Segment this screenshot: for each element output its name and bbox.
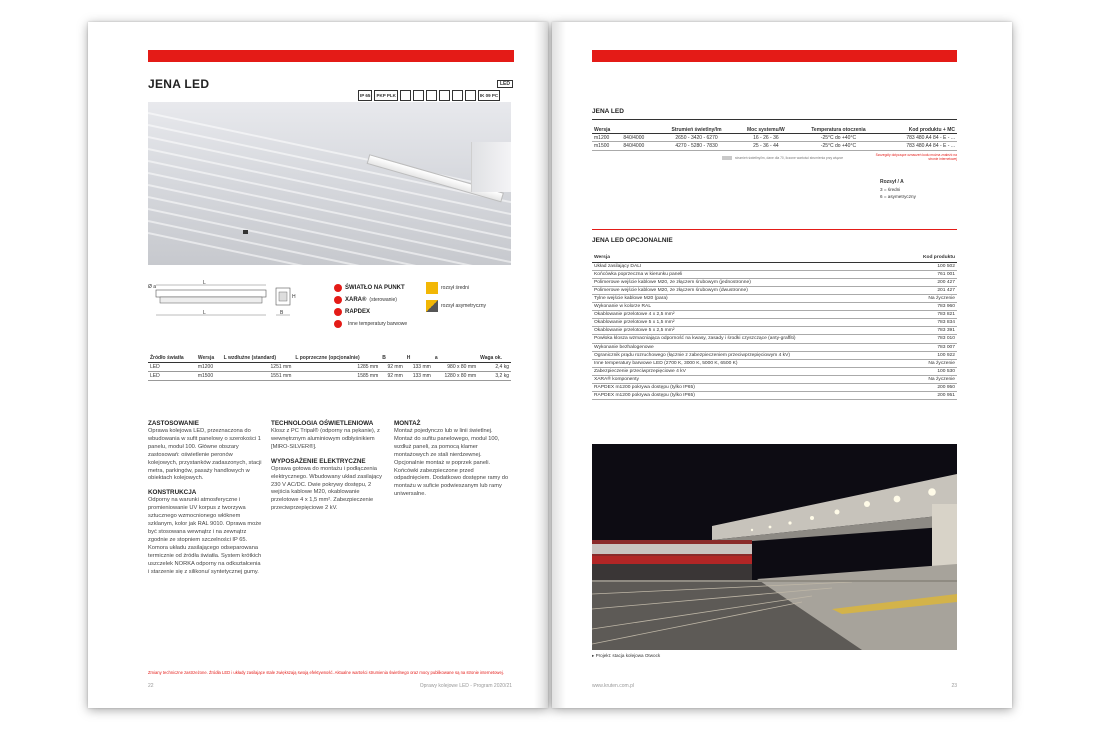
option-cell: 783 821 [903,311,958,319]
spec-cell: 3,2 kg [478,372,511,381]
option-cell: 201 427 [903,286,958,294]
option-row [592,270,957,278]
dim-a: Ø a [148,284,157,290]
variant-cell: 16 - 26 - 36 [736,134,797,142]
variant-cell: 840/4000 [621,134,657,142]
spec-cell: m1500 [196,372,222,381]
option-cell: Tylne wejście kablowe M20 (para) [592,294,903,302]
spine-shadow [552,22,566,708]
option-cell: Polimerowe wejście kablowe M20, ze złączem śrubowym (jednostronne) [592,278,903,286]
heading-technologia: TECHNOLOGIA OŚWIETLENIOWA [271,420,374,427]
rapdex-icon [334,308,342,316]
product-photo [148,102,511,265]
dim-l-top: L [203,280,206,286]
variant-cell: -25°C do +40°C [796,142,881,150]
variant-header: Strumień świetlny/lm [657,126,735,134]
feature-note: (sterowanie) [369,297,397,303]
spec-header: L poprzeczne (opcjonalnie) [293,354,380,363]
option-cell: Układ zasilający DALI [592,262,903,270]
feature-label: ŚWIATŁO NA PUNKT [345,285,405,291]
divider [592,119,957,120]
option-row [592,367,957,375]
spec-cell: LED [148,363,196,372]
section-title-options: JENA LED OPCJONALNIE [592,237,673,244]
footer-website[interactable]: www.kruten.com.pl [592,683,634,689]
option-cell: 200 427 [903,278,958,286]
feature-note: Inne temperatury barwowe [348,321,408,327]
variants-table [592,126,957,151]
variant-cell: m1500 [592,142,621,150]
variant-cell: 783 480 A4 84 - E - ... [881,142,957,150]
option-cell: Ogranicznik prądu rozruchowego (łącznie z zabezpieczeniem przeciwprzepięciowym 4 kV) [592,351,903,359]
option-row [592,319,957,327]
variant-cell: m1200 [592,134,621,142]
spec-table [148,354,511,381]
rozsyl-line-1: 3 = średni [880,187,901,192]
spec-cell: LED [148,372,196,381]
spec-cell: 1551 mm [222,372,294,381]
option-cell: 200 951 [903,392,958,400]
text-wyposazenie: Oprawa gotowa do montażu i podłączenia elektrycznego. Wbudowany układ zasilający 230 V AC/DC. Dwie pokrywy dostępu, 2 wejścia kablowe M20, okablowanie przelotowe 4 x 1,5 mm². Zabezpieczenie przeciwprzepięciowe 2 kV. [271,465,382,512]
option-cell: XARA® komponenty [592,375,903,383]
dim-l: L [203,310,206,316]
option-row [592,294,957,302]
option-row [592,384,957,392]
option-cell: Wykonanie bezhalogenowe [592,343,903,351]
spec-cell: m1200 [196,363,222,372]
feature-item [334,308,408,316]
option-cell: Inne temperatury barwowe LED (2700 K, 3000 K, 5000 K, 6500 K) [592,359,903,367]
spine-shadow [534,22,548,708]
spec-cell: 1285 mm [293,363,380,372]
variant-cell: -25°C do +40°C [796,134,881,142]
right-page [552,22,1012,708]
section-title-jena: JENA LED [592,108,624,115]
spec-header: H [405,354,433,363]
rozsyl-line-2: 6 = asymetryczny [880,193,916,199]
option-row [592,311,957,319]
page-number: 23 [951,683,957,689]
text-column-1 [148,420,263,576]
heading-wyposazenie: WYPOSAŻENIE ELEKTRYCZNE [271,457,366,465]
option-cell: Na życzenie [903,375,958,383]
option-row [592,335,957,343]
option-cell: Na życzenie [903,294,958,302]
certification-icon [465,90,476,101]
variant-header: Kod produktu + MC [881,126,957,134]
feature-list [334,284,408,328]
red-header-bar [148,50,514,62]
option-cell: 100 502 [903,262,958,270]
variant-cell: 2650 - 3420 - 6270 [657,134,735,142]
option-row [592,278,957,286]
option-cell: RAPDEX m1200 pokrywa dostępu (tylko IP65) [592,392,903,400]
color-temp-icon [334,320,342,328]
distribution-medium-icon [426,282,438,294]
certification-icon [426,90,437,101]
light-point-icon [334,284,342,292]
spec-header: L wzdłużne (standard) [222,354,294,363]
text-column-2 [271,420,386,513]
feature-item [334,296,408,304]
option-header: Wersja [592,254,903,262]
text-technologia: Klosz z PC Tripal® (odporny na pękanie), z wewnętrznym aluminiowym odbłyśnikiem [MIRO-SILVER®]. [271,428,380,450]
spec-header: B [380,354,405,363]
variant-cell: 25 - 36 - 44 [736,142,797,150]
spec-cell: 2,4 kg [478,363,511,372]
option-cell: Okablowanie przelotowe 5 x 2,5 mm² [592,327,903,335]
option-cell: 783 834 [903,319,958,327]
certification-icon [413,90,424,101]
code-note: Szczegóły dotyczące oznaczeń kodu można znaleźć na stronie internetowej [875,153,957,161]
footer-catalog: Oprawy kolejowe LED - Program 2020/21 [419,683,512,689]
spec-row [148,363,511,372]
distribution-medium-label: rozsył średni [441,285,470,291]
variant-row [592,142,957,150]
certification-icons [358,90,500,101]
option-cell: 783 960 [903,303,958,311]
photo-caption: ▸ Projekt: stacja kolejowa Otwock [592,653,661,658]
page-number: 22 [148,683,154,689]
spec-cell: 92 mm [380,363,405,372]
option-cell: Polimerowe wejście kablowe M20, ze złączem śrubowym (dwustronne) [592,286,903,294]
heading-montaz: MONTAŻ [394,420,421,427]
option-cell: Wykonanie w kolorze RAL [592,303,903,311]
led-badge: LED [497,80,513,88]
option-cell: RAPDEX m1200 pokrywa dostępu (tylko IP65) [592,384,903,392]
dim-h: H [292,294,296,300]
variant-header: Temperatura otoczenia [796,126,881,134]
options-table [592,254,957,400]
option-row [592,392,957,400]
option-cell: 100 922 [903,351,958,359]
option-cell: 761 001 [903,270,958,278]
option-row [592,343,957,351]
distribution-asymmetric-icon [426,300,438,312]
certification-icon: PKP PLK [374,90,397,101]
variant-header: Moc systemu/W [736,126,797,134]
option-cell: 783 391 [903,327,958,335]
spec-header: Waga ok. [478,354,511,363]
spec-header: a [433,354,478,363]
spec-header: Wersja [196,354,222,363]
option-cell: 783 010 [903,335,958,343]
spec-header: Źródło światła [148,354,196,363]
feature-item [334,320,408,328]
rozsyl-title: Rozsył / A [880,179,904,185]
spec-cell: 133 mm [405,372,433,381]
xara-icon [334,296,342,304]
text-zastosowanie: Oprawa kolejowa LED, przeznaczona do wbudowania w sufit panelowy o szerokości 1 panelu, moduł 100. Główne obszary zastosowań: oświetlenie peronów kolejowych, przystanków zadaszonych, stacji metra, parkingów, pasaży handlowych w obiektach kolejowych. [148,428,262,482]
spec-row [148,372,511,381]
option-cell: Powłoka klosza wzmacniająca odporność na kwasy, zasady i środki czyszczące (anty-graffiti) [592,335,903,343]
product-title: JENA LED [148,77,210,91]
feature-label: XARA® [345,297,367,303]
variant-header [621,126,657,134]
dim-b: B [280,310,284,316]
option-row [592,351,957,359]
distribution-legend [426,282,486,312]
option-cell: Okablowanie przelotowe 4 x 2,5 mm² [592,311,903,319]
heading-konstrukcja: KONSTRUKCJA [148,489,197,497]
spec-cell: 980 x 80 mm [433,363,478,372]
variant-header: Wersja [592,126,621,134]
lumen-note-text: strumień świetlny/lm, dane dla 70, liczone wartości strumienia przy wiązce [735,156,844,160]
option-cell: 200 950 [903,384,958,392]
option-row [592,327,957,335]
red-header-bar [592,50,957,62]
option-row [592,303,957,311]
footer-note: Zmiany techniczne zastrzeżone. Źródła LED i układy zasilające stale zwiększają swoją efektywność. Aktualne wartości strumienia świetlnego oraz mocy publikowane są na stronie internetowej. [148,670,504,675]
option-header: Kod produktu [903,254,958,262]
spec-cell: 1585 mm [293,372,380,381]
spec-cell: 133 mm [405,363,433,372]
lumen-note [722,156,843,160]
distribution-asymmetric-label: rozsył asymetryczny [441,303,487,309]
text-montaz: Montaż pojedynczo lub w linii świetlnej. Montaż do sufitu panelowego, moduł 100, wzdłuż paneli, za pomocą klamer montażowych ze stali nierdzewnej. Opcjonalnie montaż w poprzek paneli. Końcówki zabezpieczone przed odpadnięciem. Dodatkowo dostępne ramy do montażu w suficie podwieszanym lub ramy uniwersalne. [394,428,509,498]
option-cell: 783 007 [903,343,958,351]
certification-icon [400,90,411,101]
rozsyl-legend [880,179,916,200]
option-cell: Okablowanie przelotowe 5 x 1,5 mm² [592,319,903,327]
feature-label: RAPDEX [345,309,371,315]
option-cell: 100 530 [903,367,958,375]
text-column-3 [394,420,512,499]
spec-cell: 1251 mm [222,363,294,372]
option-cell: Zabezpieczenie przeciwprzepięciowe 4 kV [592,367,903,375]
option-row [592,262,957,270]
option-cell: Końcówka poprzeczna w kierunku paneli [592,270,903,278]
option-row [592,286,957,294]
option-row [592,375,957,383]
certification-icon [439,90,450,101]
heading-zastosowanie: ZASTOSOWANIE [148,420,199,427]
option-row [592,359,957,367]
option-cell: Na życzenie [903,359,958,367]
certification-icon: IP 65 [358,90,372,101]
certification-icon: IK 09 PC [478,90,500,101]
variant-cell: 4270 - 5280 - 7830 [657,142,735,150]
certification-icon [452,90,463,101]
spec-cell: 1280 x 80 mm [433,372,478,381]
spec-cell: 92 mm [380,372,405,381]
red-divider [592,229,957,230]
left-page [88,22,548,708]
feature-item [334,284,408,292]
text-konstrukcja: Odporny na warunki atmosferyczne i promieniowanie UV korpus z tworzywa sztucznego wzmocnionego włóknem szklanym, kolor jak RAL 9010. Oprawa może być stosowana wewnątrz i na zewnątrz zgodnie ze stopniem szczelności IP 65. Komora układu zasilającego odseparowana termicznie od źródła światła. System krótkich uszczelek NORKA odporny na odkształcenia i starzenie się z silikonu/ syntetycznej gumy. [148,497,262,575]
variant-row [592,134,957,142]
variant-cell: 840/4000 [621,142,657,150]
station-photo [592,444,957,650]
technical-drawing [148,280,298,340]
variant-cell: 783 480 A4 84 - E - ... [881,134,957,142]
